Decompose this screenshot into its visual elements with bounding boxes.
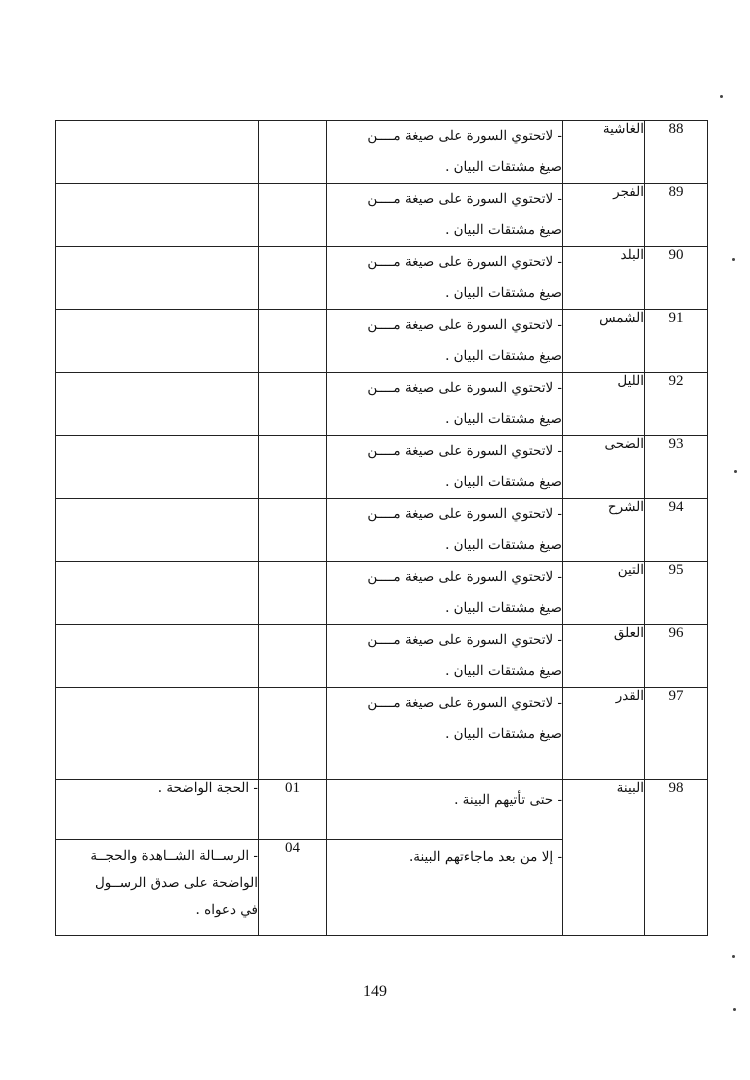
verse-line: - لاتحتوي السورة على صيغة مــــن	[367, 506, 562, 522]
verse-cell	[327, 373, 563, 436]
surah-name: البلد	[563, 247, 645, 310]
count-cell	[259, 121, 327, 184]
count-cell	[259, 373, 327, 436]
verse-line: صيغ مشتقات البيان .	[445, 348, 562, 364]
surah-name: الغاشية	[563, 121, 645, 184]
surah-analysis-table	[55, 120, 708, 936]
verse-line: صيغ مشتقات البيان .	[445, 726, 562, 742]
surah-number: 95	[645, 562, 708, 625]
table-row	[56, 247, 708, 310]
table-row	[56, 121, 708, 184]
meaning-cell	[56, 499, 259, 562]
count-cell	[259, 625, 327, 688]
verse-cell	[327, 688, 563, 780]
surah-number: 92	[645, 373, 708, 436]
meaning-cell	[56, 247, 259, 310]
verse-line: - لاتحتوي السورة على صيغة مــــن	[367, 254, 562, 270]
meaning-cell	[56, 436, 259, 499]
table-row	[56, 499, 708, 562]
scan-speck	[732, 955, 735, 958]
surah-name: الشرح	[563, 499, 645, 562]
table-body	[56, 121, 708, 936]
table-row	[56, 436, 708, 499]
count-cell	[259, 499, 327, 562]
scan-speck	[734, 470, 737, 473]
meaning-cell	[56, 184, 259, 247]
surah-number: 97	[645, 688, 708, 780]
verse-line: - لاتحتوي السورة على صيغة مــــن	[367, 380, 562, 396]
verse-cell	[327, 184, 563, 247]
count-cell	[259, 436, 327, 499]
surah-name: الضحى	[563, 436, 645, 499]
surah-name: الليل	[563, 373, 645, 436]
verse-line: - إلا من بعد ماجاءتهم البينة.	[408, 849, 562, 865]
verse-line: صيغ مشتقات البيان .	[445, 474, 562, 490]
verse-line: - حتى تأتيهم البينة .	[454, 792, 562, 808]
verse-line: صيغ مشتقات البيان .	[445, 285, 562, 301]
verse-line: - لاتحتوي السورة على صيغة مــــن	[367, 695, 562, 711]
surah-name: الفجر	[563, 184, 645, 247]
verse-line: - لاتحتوي السورة على صيغة مــــن	[367, 317, 562, 333]
count-cell	[259, 184, 327, 247]
meaning-cell	[56, 310, 259, 373]
meaning-line: - الرســالة الشــاهدة والحجــة	[90, 848, 258, 864]
surah-name: القدر	[563, 688, 645, 780]
surah-number: 89	[645, 184, 708, 247]
count-cell	[259, 310, 327, 373]
surah-number: 98	[645, 780, 708, 936]
table-row	[56, 310, 708, 373]
surah-name: العلق	[563, 625, 645, 688]
table-row	[56, 625, 708, 688]
count-cell	[259, 562, 327, 625]
meaning-cell	[56, 688, 259, 780]
count-cell: 01	[259, 780, 327, 840]
surah-number: 88	[645, 121, 708, 184]
meaning-cell	[56, 373, 259, 436]
scan-speck	[720, 95, 723, 98]
verse-line: - لاتحتوي السورة على صيغة مــــن	[367, 191, 562, 207]
meaning-line: الواضحة على صدق الرســول	[95, 875, 258, 891]
verse-line: - لاتحتوي السورة على صيغة مــــن	[367, 128, 562, 144]
verse-line: - لاتحتوي السورة على صيغة مــــن	[367, 569, 562, 585]
table-row	[56, 562, 708, 625]
verse-line: صيغ مشتقات البيان .	[445, 222, 562, 238]
verse-cell	[327, 625, 563, 688]
verse-cell	[327, 840, 563, 936]
surah-number: 91	[645, 310, 708, 373]
table-row-bayyina-1	[56, 780, 708, 840]
verse-line: صيغ مشتقات البيان .	[445, 159, 562, 175]
verse-line: صيغ مشتقات البيان .	[445, 411, 562, 427]
verse-line: - لاتحتوي السورة على صيغة مــــن	[367, 443, 562, 459]
count-cell	[259, 247, 327, 310]
surah-name: الشمس	[563, 310, 645, 373]
surah-number: 94	[645, 499, 708, 562]
count-cell: 04	[259, 840, 327, 936]
verse-cell	[327, 499, 563, 562]
verse-line: صيغ مشتقات البيان .	[445, 663, 562, 679]
surah-name: البينة	[563, 780, 645, 936]
meaning-cell	[56, 562, 259, 625]
verse-cell	[327, 310, 563, 373]
verse-cell	[327, 562, 563, 625]
scan-speck	[732, 258, 735, 261]
meaning-line: في دعواه .	[195, 902, 258, 918]
surah-number: 93	[645, 436, 708, 499]
meaning-cell: - الحجة الواضحة .	[56, 780, 259, 840]
table-row	[56, 688, 708, 780]
meaning-cell	[56, 121, 259, 184]
surah-name: التين	[563, 562, 645, 625]
verse-line: - لاتحتوي السورة على صيغة مــــن	[367, 632, 562, 648]
verse-cell	[327, 121, 563, 184]
verse-cell	[327, 436, 563, 499]
table-row	[56, 373, 708, 436]
scan-speck	[733, 1008, 736, 1011]
verse-line: صيغ مشتقات البيان .	[445, 600, 562, 616]
surah-number: 90	[645, 247, 708, 310]
meaning-cell	[56, 840, 259, 936]
verse-cell	[327, 780, 563, 840]
table-row	[56, 184, 708, 247]
meaning-cell	[56, 625, 259, 688]
verse-line: صيغ مشتقات البيان .	[445, 537, 562, 553]
surah-number: 96	[645, 625, 708, 688]
count-cell	[259, 688, 327, 780]
verse-cell	[327, 247, 563, 310]
page-number: 149	[363, 983, 387, 1000]
